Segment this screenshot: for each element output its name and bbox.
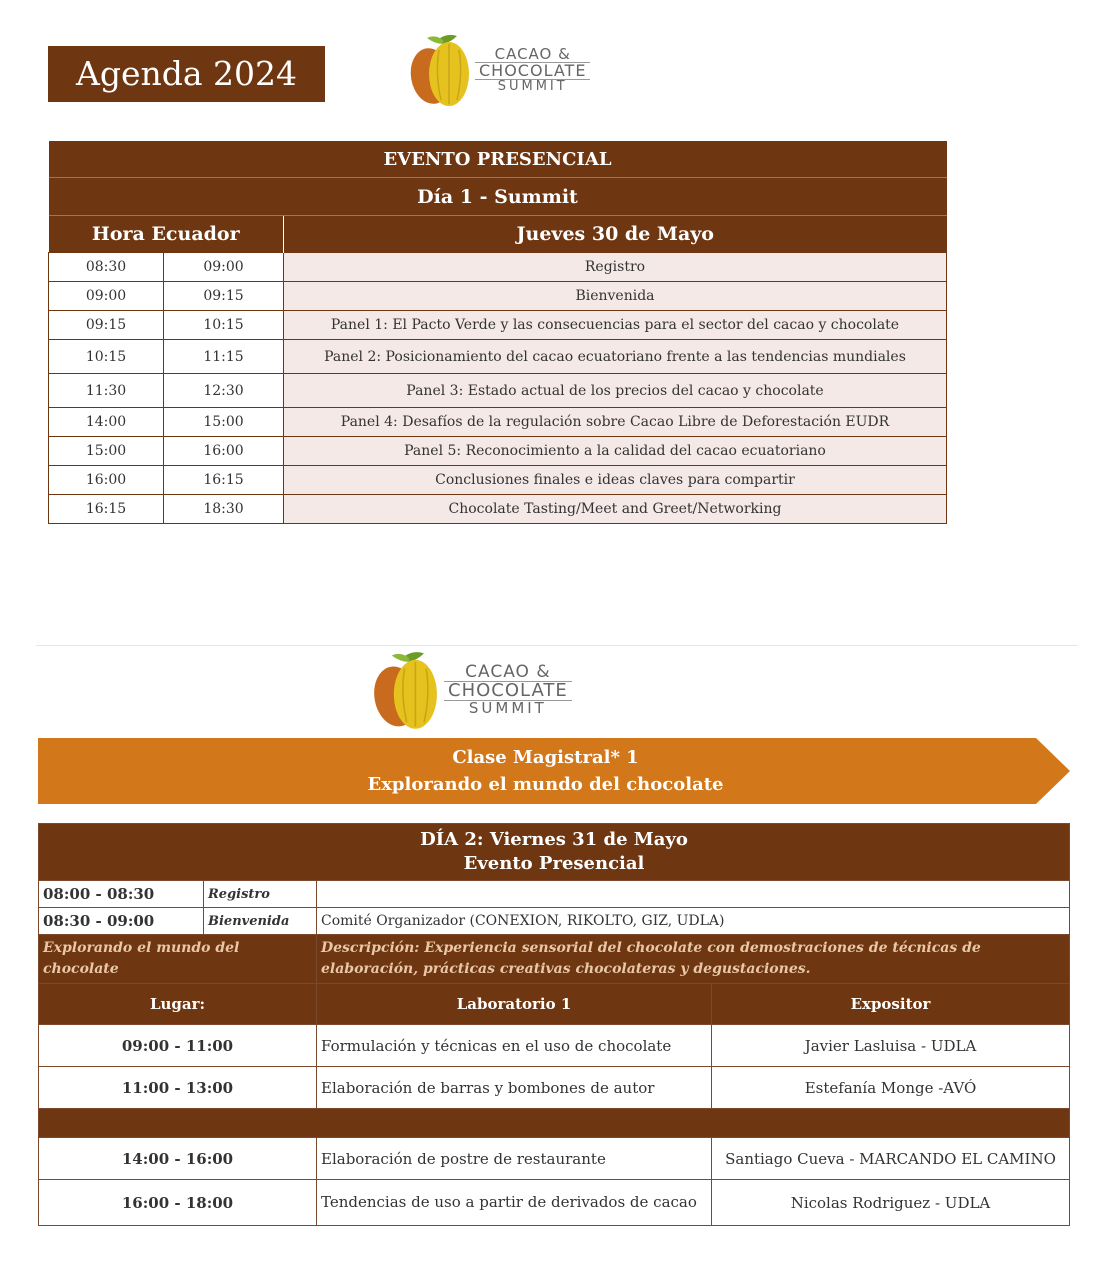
end-time: 16:00 — [164, 437, 284, 466]
masterclass-title: Clase Magistral* 1 — [452, 747, 639, 768]
masterclass-banner-text — [38, 744, 1053, 798]
start-time: 09:00 — [49, 282, 164, 311]
session-time: 11:00 - 13:00 — [39, 1067, 317, 1109]
cacao-chocolate-summit-logo — [405, 30, 590, 110]
lunch-break-row — [39, 1109, 1070, 1138]
end-time: 12:30 — [164, 374, 284, 408]
start-time: 14:00 — [49, 408, 164, 437]
session-topic: Formulación y técnicas en el uso de chocolate — [317, 1025, 712, 1067]
end-time: 15:00 — [164, 408, 284, 437]
activity: Bienvenida — [284, 282, 947, 311]
intro-time: 08:30 - 09:00 — [39, 908, 204, 935]
agenda-row — [49, 437, 947, 466]
activity: Chocolate Tasting/Meet and Greet/Networking — [284, 495, 947, 524]
logo-line1: CACAO & — [465, 662, 551, 682]
start-time: 16:00 — [49, 466, 164, 495]
end-time: 11:15 — [164, 340, 284, 374]
activity: Conclusiones finales e ideas claves para compartir — [284, 466, 947, 495]
date-column-header: Jueves 30 de Mayo — [284, 216, 947, 253]
lab-column-header: Laboratorio 1 — [317, 984, 712, 1025]
start-time: 08:30 — [49, 253, 164, 282]
logo-line3: SUMMIT — [497, 79, 568, 94]
masterclass-subtitle: Explorando el mundo del chocolate — [367, 774, 724, 795]
activity: Panel 4: Desafíos de la regulación sobre Cacao Libre de Deforestación EUDR — [284, 408, 947, 437]
logo-line2: CHOCOLATE — [444, 681, 572, 701]
agenda-row — [49, 340, 947, 374]
day1-header: Día 1 - Summit — [49, 178, 947, 216]
activity: Panel 2: Posicionamiento del cacao ecuatoriano frente a las tendencias mundiales — [284, 340, 947, 374]
end-time: 09:15 — [164, 282, 284, 311]
agenda-row — [49, 374, 947, 408]
activity: Panel 1: El Pacto Verde y las consecuencias para el sector del cacao y chocolate — [284, 311, 947, 340]
intro-time: 08:00 - 08:30 — [39, 881, 204, 908]
agenda-title: Agenda 2024 — [48, 46, 325, 102]
session-speaker: Santiago Cueva - MARCANDO EL CAMINO — [712, 1138, 1070, 1180]
start-time: 16:15 — [49, 495, 164, 524]
agenda-row — [49, 495, 947, 524]
activity: Registro — [284, 253, 947, 282]
start-time: 10:15 — [49, 340, 164, 374]
intro-detail: Comité Organizador (CONEXION, RIKOLTO, GIZ, UDLA) — [317, 908, 1070, 935]
agenda-row — [49, 282, 947, 311]
agenda-row — [49, 253, 947, 282]
description-cell: Descripción: Experiencia sensorial del chocolate con demostraciones de técnicas de elaboración, prácticas creativas chocolateras y degustaciones. — [317, 935, 1070, 984]
end-time: 10:15 — [164, 311, 284, 340]
session-speaker: Javier Lasluisa - UDLA — [712, 1025, 1070, 1067]
activity: Panel 3: Estado actual de los precios del cacao y chocolate — [284, 374, 947, 408]
day2-agenda-table — [38, 823, 1070, 1226]
event-type-header: EVENTO PRESENCIAL — [49, 141, 947, 178]
session-topic: Elaboración de barras y bombones de autor — [317, 1067, 712, 1109]
session-topic: Tendencias de uso a partir de derivados de cacao — [317, 1180, 712, 1226]
topic-cell: Explorando el mundo del chocolate — [39, 935, 317, 984]
intro-label: Registro — [204, 881, 317, 908]
start-time: 15:00 — [49, 437, 164, 466]
day2-header — [39, 824, 1070, 881]
session-topic: Elaboración de postre de restaurante — [317, 1138, 712, 1180]
session-time: 09:00 - 11:00 — [39, 1025, 317, 1067]
agenda-row — [49, 466, 947, 495]
logo-line1: CACAO & — [494, 45, 571, 63]
agenda-row — [49, 311, 947, 340]
time-column-header: Hora Ecuador — [49, 216, 284, 253]
activity: Panel 5: Reconocimiento a la calidad del cacao ecuatoriano — [284, 437, 947, 466]
session-time: 16:00 - 18:00 — [39, 1180, 317, 1226]
session-speaker: Nicolas Rodriguez - UDLA — [712, 1180, 1070, 1226]
start-time: 11:30 — [49, 374, 164, 408]
day1-agenda-table — [48, 141, 947, 524]
cacao-pod-icon — [405, 30, 483, 110]
intro-detail — [317, 881, 1070, 908]
cacao-pod-icon — [368, 645, 452, 735]
session-speaker: Estefanía Monge -AVÓ — [712, 1067, 1070, 1109]
intro-label: Bienvenida — [204, 908, 317, 935]
end-time: 09:00 — [164, 253, 284, 282]
session-time: 14:00 - 16:00 — [39, 1138, 317, 1180]
cacao-chocolate-summit-logo — [368, 645, 572, 735]
place-column-header: Lugar: — [39, 984, 317, 1025]
speaker-column-header: Expositor — [712, 984, 1070, 1025]
end-time: 16:15 — [164, 466, 284, 495]
day2-title: DÍA 2: Viernes 31 de Mayo — [420, 829, 688, 850]
logo-line3: SUMMIT — [468, 699, 547, 717]
logo-line2: CHOCOLATE — [475, 62, 590, 80]
start-time: 09:15 — [49, 311, 164, 340]
end-time: 18:30 — [164, 495, 284, 524]
agenda-row — [49, 408, 947, 437]
day2-subtitle: Evento Presencial — [463, 853, 645, 874]
